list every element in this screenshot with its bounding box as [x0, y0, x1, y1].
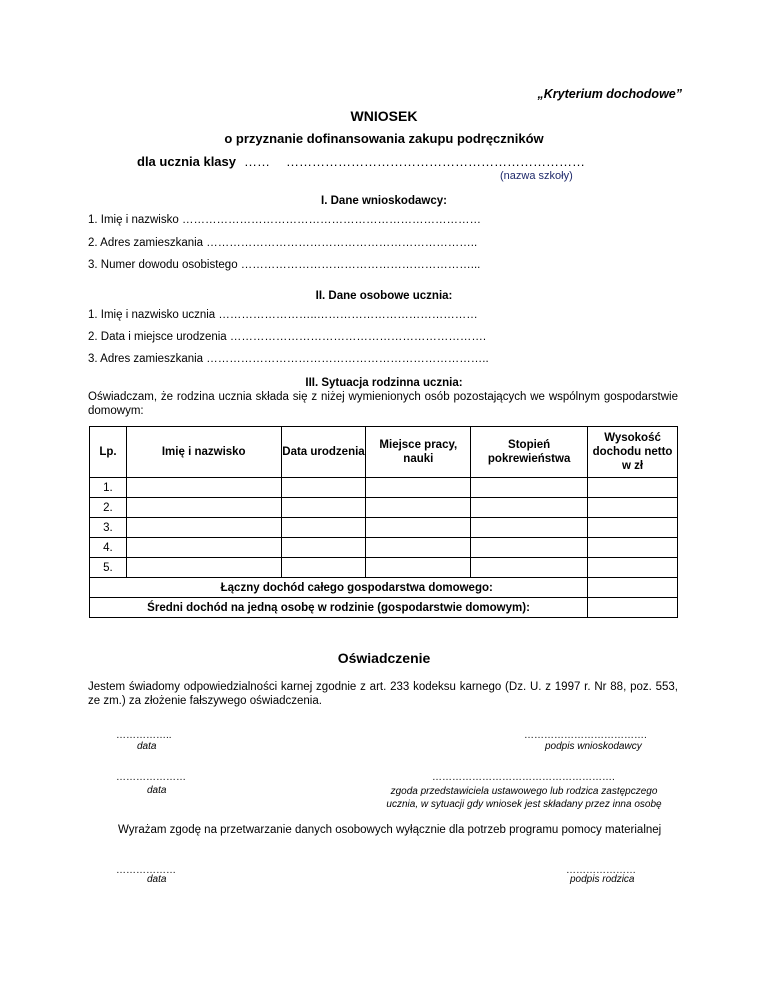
class-line	[137, 154, 585, 169]
row-number: 5.	[90, 558, 127, 578]
average-income-cell[interactable]	[588, 598, 678, 618]
table-row	[90, 538, 678, 558]
declaration-text: Jestem świadomy odpowiedzialności karnej zgodnie z art. 233 kodeksu karnego (Dz. U. z 1997 r. Nr 88, poz. 553, ze zm.) za złożenie fałszywego oświadczenia.	[88, 681, 678, 707]
family-intro: Oświadczam, że rodzina ucznia składa się z niżej wymienionych osób pozostających we wspólnym gospodarstwie domowym:	[88, 391, 678, 417]
guardian-consent-label	[366, 785, 682, 811]
col-lp: Lp.	[90, 427, 127, 478]
table-row	[90, 478, 678, 498]
applicant-signature-field[interactable]: ……………………………….	[524, 730, 647, 741]
guardian-consent-label-line1: zgoda przedstawiciela ustawowego lub rodzica zastępczego	[390, 786, 658, 797]
date3-field[interactable]: ………………	[116, 865, 176, 876]
row-number: 4.	[90, 538, 127, 558]
date1-label: data	[137, 741, 157, 752]
cell[interactable]	[588, 498, 678, 518]
col-name: Imię i nazwisko	[126, 427, 281, 478]
total-income-cell[interactable]	[588, 578, 678, 598]
family-table	[89, 426, 678, 618]
row-number: 1.	[90, 478, 127, 498]
student-name-field[interactable]: 1. Imię i nazwisko ucznia ……………………..……………………………………	[88, 309, 478, 321]
section3-heading: III. Sytuacja rodzinna ucznia:	[305, 377, 463, 389]
cell[interactable]	[126, 518, 281, 538]
declaration-heading: Oświadczenie	[337, 650, 431, 666]
section1-heading: I. Dane wnioskodawcy:	[321, 195, 447, 207]
cell[interactable]	[281, 478, 366, 498]
date1-field[interactable]: ……………..	[116, 730, 172, 741]
row-number: 3.	[90, 518, 127, 538]
cell[interactable]	[588, 558, 678, 578]
class-label: dla ucznia klasy	[137, 154, 236, 169]
applicant-address-field[interactable]: 2. Adres zamieszkania ……………………………………………………………..	[88, 237, 478, 249]
row-number: 2.	[90, 498, 127, 518]
cell[interactable]	[281, 498, 366, 518]
cell[interactable]	[471, 558, 588, 578]
cell[interactable]	[281, 518, 366, 538]
cell[interactable]	[281, 558, 366, 578]
col-relationship: Stopień pokrewieństwa	[471, 427, 588, 478]
cell[interactable]	[281, 538, 366, 558]
cell[interactable]	[366, 538, 471, 558]
consent-text: Wyrażam zgodę na przetwarzanie danych osobowych wyłącznie dla potrzeb programu pomocy materialnej	[118, 824, 662, 836]
cell[interactable]	[588, 538, 678, 558]
student-address-field[interactable]: 3. Adres zamieszkania ………………………………………………………………..	[88, 353, 489, 365]
total-income-label: Łączny dochód całego gospodarstwa domowego:	[126, 578, 587, 598]
section2-heading: II. Dane osobowe ucznia:	[315, 290, 453, 302]
cell[interactable]	[471, 498, 588, 518]
class-field[interactable]: ……	[244, 154, 270, 169]
cell[interactable]	[471, 538, 588, 558]
average-row	[90, 598, 678, 618]
total-row	[90, 578, 678, 598]
guardian-consent-label-line2: ucznia, w sytuacji gdy wniosek jest składany przez inna osobę	[386, 799, 662, 810]
cell[interactable]	[126, 538, 281, 558]
date2-label: data	[147, 785, 167, 796]
applicant-signature-label: podpis wnioskodawcy	[545, 741, 642, 752]
school-name-field[interactable]: ……………………………………………………………	[286, 154, 585, 169]
table-row	[90, 518, 678, 538]
guardian-consent-field[interactable]: ……………………………………………….	[432, 772, 615, 783]
cell[interactable]	[366, 518, 471, 538]
date3-label: data	[147, 874, 167, 885]
applicant-name-field[interactable]: 1. Imię i nazwisko ……………………………………………………………………	[88, 214, 481, 226]
student-birth-field[interactable]: 2. Data i miejsce urodzenia ………………………………………………………….	[88, 331, 487, 343]
cell[interactable]	[588, 478, 678, 498]
cell[interactable]	[366, 498, 471, 518]
col-birthdate: Data urodzenia	[281, 427, 366, 478]
cell[interactable]	[126, 498, 281, 518]
cell[interactable]	[366, 558, 471, 578]
school-note: (nazwa szkoły)	[500, 170, 573, 182]
document-subtitle: o przyznanie dofinansowania zakupu podręczników	[224, 131, 544, 146]
cell[interactable]	[588, 518, 678, 538]
col-workplace: Miejsce pracy, nauki	[366, 427, 471, 478]
date2-field[interactable]: …………………	[116, 772, 186, 783]
table-header-row	[90, 427, 678, 478]
average-income-label: Średni dochód na jedną osobę w rodzinie (gospodarstwie domowym):	[90, 598, 588, 618]
cell[interactable]	[126, 478, 281, 498]
table-row	[90, 498, 678, 518]
cell[interactable]	[471, 478, 588, 498]
criterion-label: „Kryterium dochodowe”	[537, 87, 682, 101]
parent-signature-field[interactable]: …………………	[566, 865, 636, 876]
cell[interactable]	[366, 478, 471, 498]
col-income: Wysokość dochodu netto w zł	[588, 427, 678, 478]
cell[interactable]	[471, 518, 588, 538]
document-title: WNIOSEK	[350, 108, 418, 124]
applicant-id-field[interactable]: 3. Numer dowodu osobistego ……………………………………………………...	[88, 259, 481, 271]
parent-signature-label: podpis rodzica	[570, 874, 635, 885]
cell[interactable]	[126, 558, 281, 578]
table-row	[90, 558, 678, 578]
